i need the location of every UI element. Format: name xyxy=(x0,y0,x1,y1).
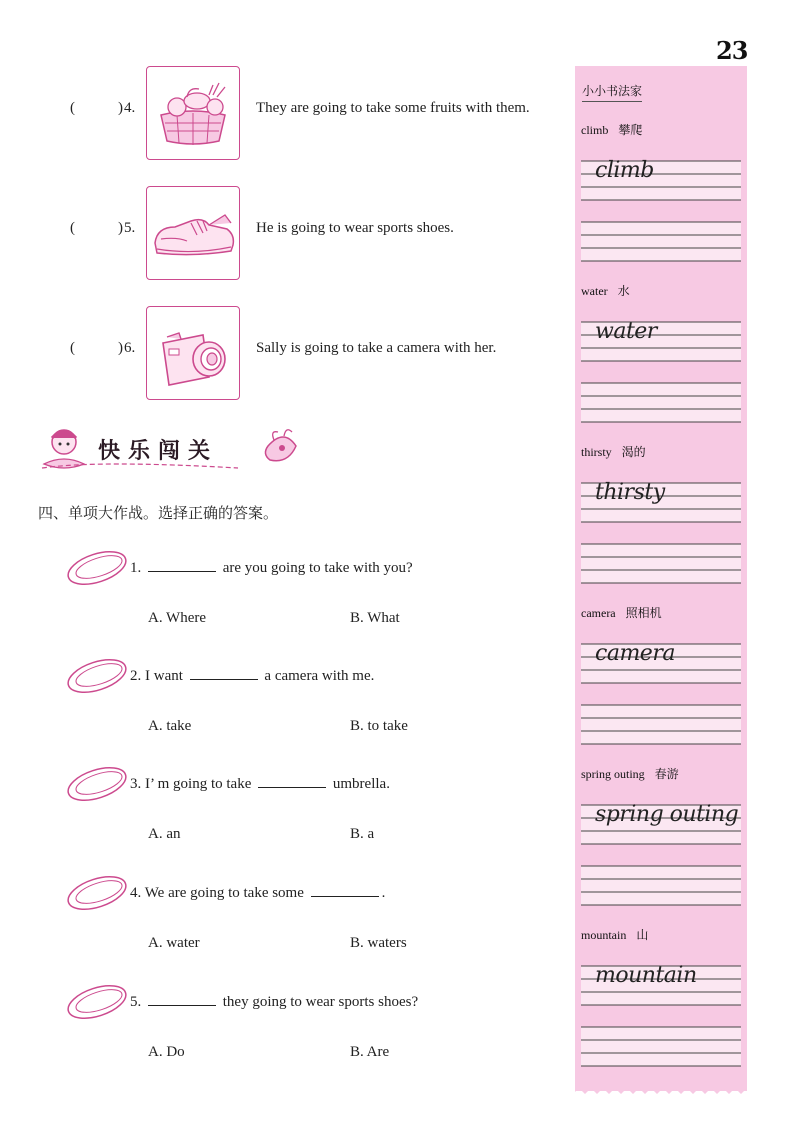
practice-line-band xyxy=(581,383,741,422)
answer-bracket-open: ( xyxy=(70,340,75,356)
answer-bracket-close: ) xyxy=(118,220,123,236)
handwriting-sample: mountain xyxy=(595,963,697,988)
question-text xyxy=(130,991,418,1011)
match-item-5 xyxy=(70,186,560,280)
question-2 xyxy=(64,655,544,755)
question-4 xyxy=(64,872,544,972)
sidebar-heading: 小小书法家 xyxy=(582,82,642,102)
handwriting-sample: spring outing xyxy=(595,802,739,827)
question-suffix: a camera with me. xyxy=(264,668,375,684)
answer-blank[interactable] xyxy=(148,557,216,572)
handwriting-sample: water xyxy=(595,319,657,344)
match-sentence: Sally is going to take a camera with her. xyxy=(256,340,497,356)
word-english: climb xyxy=(581,123,609,137)
word-label xyxy=(581,604,662,621)
question-text xyxy=(130,882,385,902)
word-english: spring outing xyxy=(581,767,645,781)
option-b[interactable]: B. What xyxy=(350,610,400,626)
answer-oval-icon xyxy=(64,872,130,914)
question-suffix: are you going to take with you? xyxy=(222,560,413,576)
practice-line-band xyxy=(581,705,741,744)
question-prefix: 4. We are going to take some xyxy=(130,885,304,901)
question-prefix: 2. I want xyxy=(130,668,183,684)
word-chinese: 春游 xyxy=(654,767,679,781)
word-english: water xyxy=(581,284,608,298)
word-practice-6 xyxy=(581,926,741,1087)
option-b[interactable]: B. Are xyxy=(350,1044,390,1060)
option-b[interactable]: B. to take xyxy=(350,718,408,734)
page-number: 23 xyxy=(716,36,748,65)
practice-line-band xyxy=(581,222,741,261)
word-label xyxy=(581,443,646,460)
question-text xyxy=(130,665,374,685)
word-label xyxy=(581,282,630,299)
section-title: 四、单项大作战。选择正确的答案。 xyxy=(38,504,279,522)
match-item-4 xyxy=(70,66,560,160)
word-english: thirsty xyxy=(581,445,612,459)
answer-oval-icon xyxy=(64,981,130,1023)
word-label xyxy=(581,765,679,782)
word-chinese: 水 xyxy=(617,284,630,298)
item-number: 6. xyxy=(124,340,136,356)
handwriting-sample: climb xyxy=(595,158,654,183)
section-banner xyxy=(38,420,308,482)
word-chinese: 山 xyxy=(636,928,649,942)
word-english: camera xyxy=(581,606,616,620)
answer-bracket-open: ( xyxy=(70,100,75,116)
question-text xyxy=(130,773,390,793)
practice-line-band xyxy=(581,866,741,905)
match-item-6 xyxy=(70,306,560,400)
fruit-basket-icon xyxy=(146,66,240,160)
answer-bracket-close: ) xyxy=(118,100,123,116)
option-a[interactable]: A. an xyxy=(148,826,181,842)
question-prefix: 5. xyxy=(130,994,142,1010)
answer-oval-icon xyxy=(64,655,130,697)
handwriting-sample: camera xyxy=(595,641,675,666)
word-practice-1 xyxy=(581,121,741,282)
banner-title: 快乐闯关 xyxy=(98,439,219,464)
word-practice-2 xyxy=(581,282,741,443)
answer-bracket-open: ( xyxy=(70,220,75,236)
word-practice-5 xyxy=(581,765,741,926)
word-practice-3 xyxy=(581,443,741,604)
match-sentence: He is going to wear sports shoes. xyxy=(256,220,454,236)
question-3 xyxy=(64,763,544,863)
question-prefix: 1. xyxy=(130,560,142,576)
option-b[interactable]: B. waters xyxy=(350,935,407,951)
word-chinese: 照相机 xyxy=(625,606,662,620)
question-5 xyxy=(64,981,544,1081)
answer-blank[interactable] xyxy=(258,773,326,788)
answer-bracket-close: ) xyxy=(118,340,123,356)
practice-line-band xyxy=(581,544,741,583)
question-suffix: umbrella. xyxy=(332,776,390,792)
word-label xyxy=(581,926,648,943)
option-a[interactable]: A. Where xyxy=(148,610,207,626)
answer-oval-icon xyxy=(64,547,130,589)
word-chinese: 攀爬 xyxy=(618,123,643,137)
answer-blank[interactable] xyxy=(190,665,258,680)
option-a[interactable]: A. Do xyxy=(148,1044,185,1060)
answer-blank[interactable] xyxy=(148,991,216,1006)
handwriting-sample: thirsty xyxy=(595,480,665,505)
option-a[interactable]: A. water xyxy=(148,935,200,951)
match-sentence: They are going to take some fruits with them. xyxy=(256,100,530,116)
answer-oval-icon xyxy=(64,763,130,805)
word-english: mountain xyxy=(581,928,627,942)
question-text xyxy=(130,557,413,577)
item-number: 4. xyxy=(124,100,136,116)
camera-icon xyxy=(146,306,240,400)
question-suffix: they going to wear sports shoes? xyxy=(222,994,419,1010)
question-prefix: 3. I’ m going to take xyxy=(130,776,252,792)
sports-shoe-icon xyxy=(146,186,240,280)
option-b[interactable]: B. a xyxy=(350,826,375,842)
word-label xyxy=(581,121,642,138)
question-1 xyxy=(64,547,544,647)
word-chinese: 渴的 xyxy=(621,445,646,459)
word-practice-4 xyxy=(581,604,741,765)
option-a[interactable]: A. take xyxy=(148,718,192,734)
practice-line-band xyxy=(581,1027,741,1066)
question-suffix: . xyxy=(381,885,386,901)
answer-blank[interactable] xyxy=(311,882,379,897)
item-number: 5. xyxy=(124,220,136,236)
